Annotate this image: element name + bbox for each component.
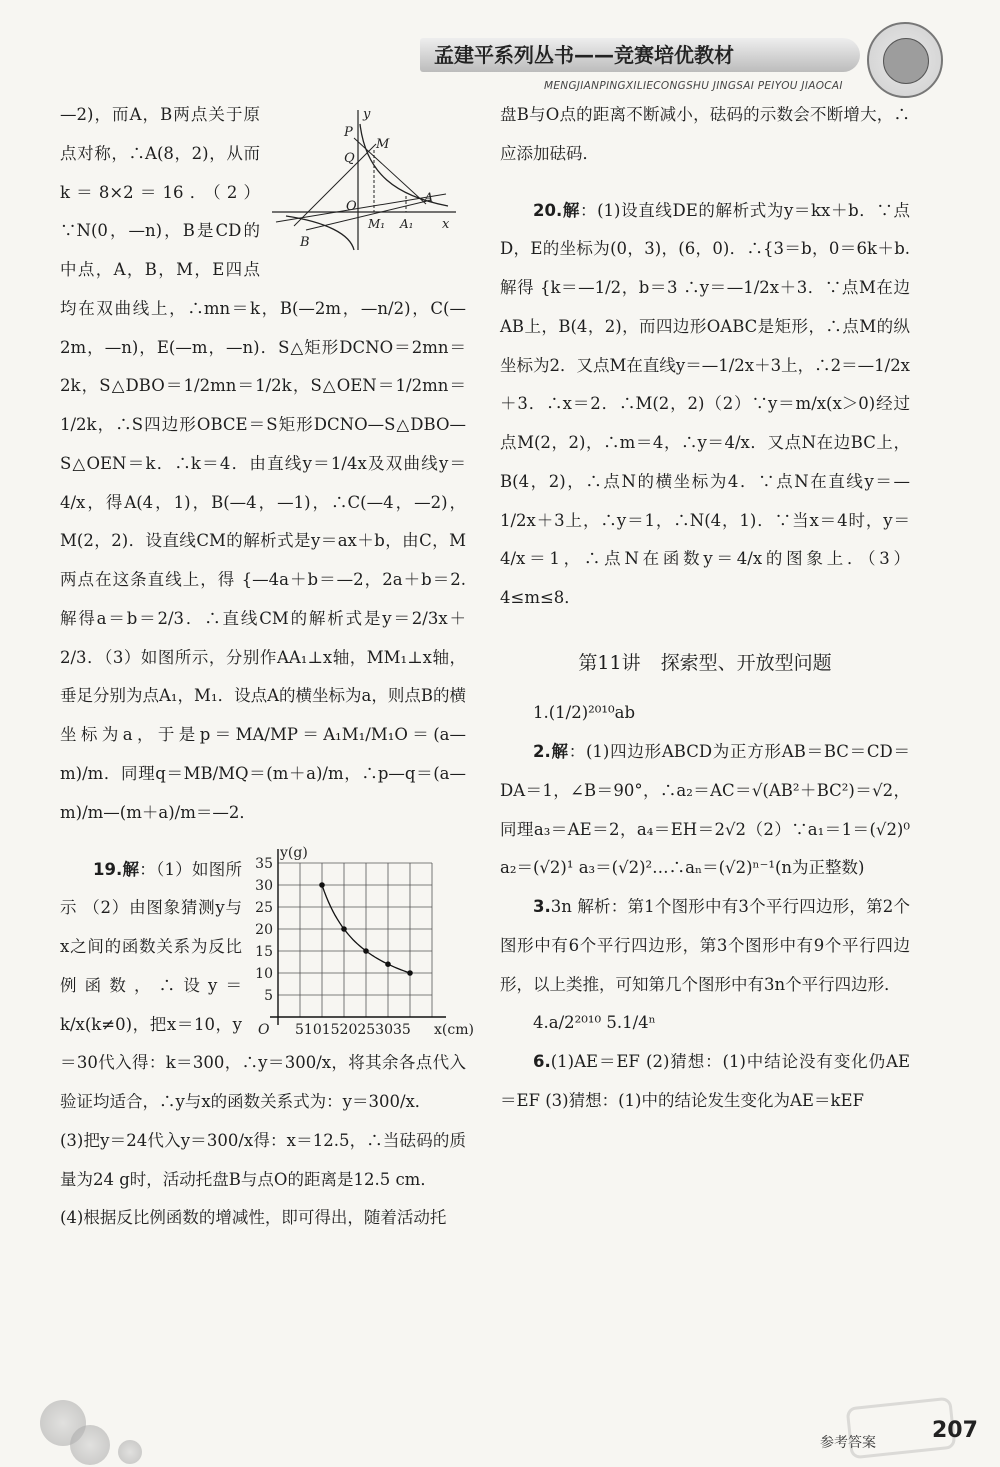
data-point	[385, 961, 391, 967]
fig1-label: M₁	[368, 217, 386, 231]
a2-text: ：(1)四边形ABCD为正方形AB＝BC＝CD＝DA＝1，∠B＝90°，∴a₂＝AC＝√(AB²＋BC²)＝√2，同理a₃＝AE＝2，a₄＝EH＝2√2（2）∵a₁＝1＝(√2)⁰ a₂＝(√2)¹ a₃＝(√2)²…∴aₙ＝(√2)ⁿ⁻¹(n为正整数)	[500, 742, 910, 878]
y-tick-label: 35	[255, 855, 273, 872]
section-number: 第11讲	[578, 651, 641, 674]
hyperbola-figure	[266, 104, 466, 254]
a3-label: 3.	[533, 897, 551, 917]
right-column	[500, 96, 910, 1121]
q19-text: ：（1）如图所示 （2）由图象猜测y与x之间的函数关系为反比例函数，∴设y＝k/x(k≠0)，把x＝10，y＝30代入得：k＝300，∴y＝300/x，将其余各点代入验证均适合，∴y与x的函数关系式为：y＝300/x．	[60, 859, 466, 1112]
fig1-label: M	[376, 137, 390, 152]
fig1-label: x	[442, 217, 450, 232]
left-column	[60, 96, 474, 1238]
y-tick-label: 10	[255, 965, 273, 982]
answer-6	[500, 1043, 910, 1121]
y-axis-label: y(g)	[280, 844, 308, 861]
y-tick-label: 30	[255, 877, 273, 894]
y-tick-label: 25	[255, 899, 273, 916]
section-heading	[500, 648, 910, 678]
reciprocal-chart	[248, 837, 474, 1038]
y-tick-label: 20	[255, 921, 273, 938]
q19-label: 19.解	[93, 859, 140, 879]
footer-section-label: 参考答案	[820, 1435, 876, 1451]
solution-19-part4: (4)根据反比例函数的增减性，即可得出，随着活动托	[60, 1208, 447, 1228]
answer-4-5: 4.a/2²⁰¹⁰ 5.1/4ⁿ	[533, 1013, 656, 1033]
answer-2	[500, 733, 910, 888]
fig1-label: B	[300, 235, 310, 250]
fig1-label: A₁	[400, 217, 414, 231]
series-seal-logo	[867, 22, 943, 98]
answer-3	[500, 888, 910, 1004]
data-point	[363, 948, 369, 954]
a2-label: 2.解	[533, 742, 569, 762]
a6-text: (1)AE＝EF (2)猜想：(1)中结论没有变化仍AE＝EF (3)猜想：(1)中的结论发生变化为AE＝kEF	[500, 1052, 910, 1110]
fig1-label: P	[344, 125, 353, 140]
fig1-label: A	[424, 191, 434, 206]
section-title: 探索型、开放型问题	[660, 651, 832, 674]
a6-label: 6.	[533, 1052, 551, 1072]
data-point	[319, 882, 325, 888]
solution-20	[500, 192, 910, 618]
solution-19-part3: (3)把y＝24代入y＝300/x得：x＝12.5，∴当砝码的质量为24 g时，活动托盘B与点O的距离是12.5 cm．	[60, 1130, 466, 1189]
x-axis-label: x(cm)	[434, 1021, 474, 1038]
solution-19-continued: 盘B与O点的距离不断减小，砝码的示数会不断增大，∴应添加砝码．	[500, 105, 910, 163]
solution-18-continued: —2)，而A，B两点关于原点对称，∴A(8，2)，从而k＝8×2＝16．（2）∵N(0，—n)，B是CD的中点，A，B，M，E四点均在双曲线上，∴mn＝k，B(—2m，—n/2)，C(—2m，—n)，E(—m，—n)．S△矩形DCNO＝2mn＝2k，S△DBO＝1/2mn＝1/2k，S△OEN＝1/2mn＝1/2k，∴S四边形OBCE＝S矩形DCNO—S△DBO—S△OEN＝k．∴k＝4．由直线y＝1/4x及双曲线y＝4/x，得A(4，1)，B(—4，—1)，∴C(—4，—2)，M(2，2)．设直线CM的解析式是y＝ax＋b，由C，M两点在这条直线上，得 {—4a＋b＝—2，2a＋b＝2. 解得a＝b＝2/3．∴直线CM的解析式是y＝2/3x＋2/3．（3）如图所示，分别作AA₁⊥x轴，MM₁⊥x轴，垂足分别为点A₁，M₁．设点A的横坐标为a，则点B的横坐标为a，于是p＝MA/MP＝A₁M₁/M₁O＝(a—m)/m．同理q＝MB/MQ＝(m＋a)/m，∴p—q＝(a—m)/m—(m＋a)/m＝—2．	[60, 105, 466, 822]
q20-text: ：(1)设直线DE的解析式为y＝kx＋b．∵点D，E的坐标为(0，3)，(6，0)．∴{3＝b，0＝6k＋b. 解得 {k＝—1/2，b＝3 ∴y＝—1/2x＋3．∵点M在边AB上，B(4，2)，而四边形OABC是矩形，∴点M的纵坐标为2．又点M在直线y＝—1/2x＋3上，∴2＝—1/2x＋3．∴x＝2．∴M(2，2)（2）∵y＝m/x(x＞0)经过点M(2，2)，∴m＝4，∴y＝4/x．又点N在边BC上，B(4，2)，∴点N的横坐标为4．∵点N在直线y＝—1/2x＋3上，∴y＝1，∴N(4，1)．∵当x＝4时，y＝4/x＝1，∴点N在函数y＝4/x的图象上．（3）4≤m≤8．	[500, 200, 910, 608]
data-point	[341, 926, 347, 932]
fig1-label: O	[346, 199, 357, 214]
flower-decoration	[70, 1425, 110, 1465]
origin-label: O	[258, 1021, 270, 1038]
answer-1: 1.(1/2)²⁰¹⁰ab	[533, 703, 636, 723]
series-subtitle: MENGJIANPINGXILIECONGSHU JINGSAI PEIYOU JIAOCAI	[544, 80, 843, 92]
a3-text: 3n 解析：第1个图形中有3个平行四边形，第2个图形中有6个平行四边形，第3个图形中有9个平行四边形，以上类推，可知第几个图形中有3n个平行四边形．	[500, 897, 910, 994]
flower-decoration	[118, 1440, 142, 1464]
data-point	[407, 970, 413, 976]
y-tick-label: 5	[264, 987, 273, 1004]
x-tick-labels: 5101520253035	[295, 1021, 411, 1038]
q20-label: 20.解	[533, 200, 580, 220]
series-title-banner: 孟建平系列丛书——竞赛培优教材	[420, 38, 860, 72]
page-number: 207	[932, 1418, 978, 1443]
fig1-label: Q	[344, 151, 355, 166]
y-tick-label: 15	[255, 943, 273, 960]
fig1-label: y	[363, 107, 371, 122]
